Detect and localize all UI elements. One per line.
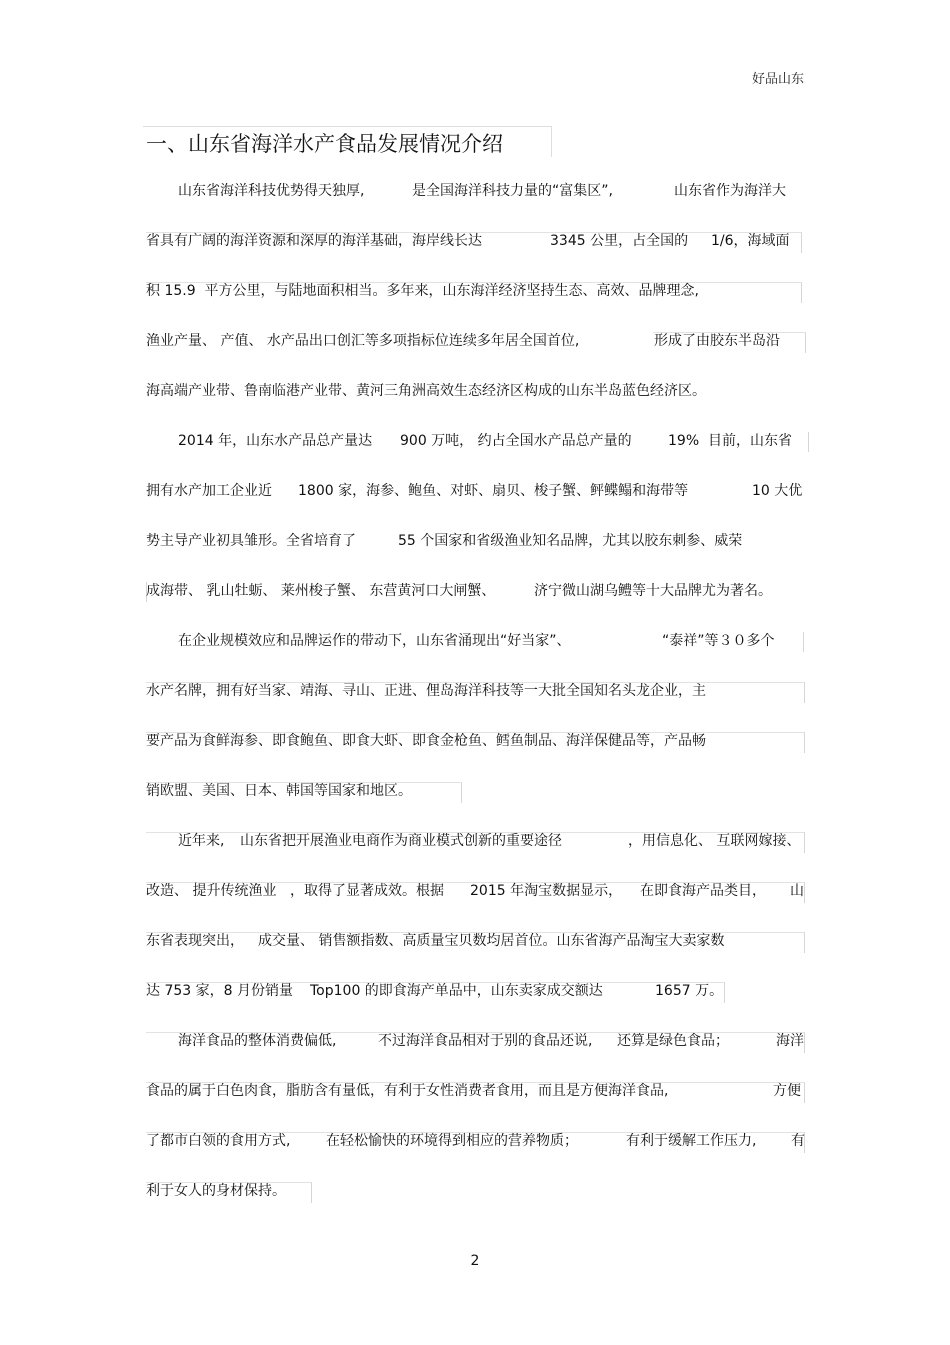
paragraph-3-line [146,679,806,703]
paragraph-4-line [146,929,806,953]
text-segment: 形成了由胶东半岛沿 [654,333,780,349]
text-segment: 了都市白领的食用方式, [146,1133,291,1149]
text-segment: 利于女人的身材保持。 [146,1183,286,1199]
text-segment: 水产名牌，拥有好当家、靖海、寻山、正进、俚岛海洋科技等一大批全国知名头龙企业，主 [146,683,706,699]
text-segment: 海高端产业带、鲁南临港产业带、黄河三角洲高效生态经济区构成的山东半岛蓝色经济区。 [146,383,706,399]
text-segment: 1800 家，海参、鲍鱼、对虾、扇贝、梭子蟹、鲆鲽鳎和海带等 [298,483,689,499]
paragraph-2-line [146,529,806,553]
text-segment: 目前，山东省 [708,433,792,449]
text-segment: 55 个国家和省级渔业知名品牌，尤其以胶东刺参、威荣 [398,533,743,549]
text-segment: 山 [790,883,804,899]
text-segment: 势主导产业初具雏形。全省培育了 [146,533,356,549]
text-segment: 2015 年淘宝数据显示， [470,883,623,899]
text-segment: 成交量、 销售额指数、高质量宝贝数均居首位。山东省海产品淘宝大卖家数 [258,933,725,949]
text-segment: 济宁微山湖乌鳢等十大品牌尤为著名。 [534,583,772,599]
text-segment: 在即食海产品类目， [640,883,766,899]
text-segment: 900 万吨， 约占全国水产品总产量的 [400,433,632,449]
paragraph-4-line [178,829,806,853]
text-segment: 在企业规模效应和品牌运作的带动下，山东省涌现出“好当家”、 [178,633,571,649]
paragraph-2-line [146,479,806,503]
paragraph-1-line [146,329,806,353]
text-segment: 1657 万。 [655,983,724,999]
running-header: 好品山东 [751,72,804,87]
paragraph-3-line [146,779,806,803]
text-segment: 3345 公里，占全国的 [550,233,689,249]
paragraph-4-line [146,979,806,1003]
text-segment: 拥有水产加工企业近 [146,483,272,499]
paragraph-5-line [146,1179,806,1203]
text-segment: 山东省海洋科技优势得天独厚, [178,183,365,199]
text-segment: 成海带、 乳山牡蛎、 莱州梭子蟹、 东营黄河口大闸蟹、 [146,583,496,599]
text-segment: 2014 年，山东水产品总产量达 [178,433,373,449]
text-segment: ，取得了显著成效。根据 [290,883,444,899]
paragraph-3-line [178,629,806,653]
text-segment: 食品的属于白色肉食，脂肪含有量低，有利于女性消费者食用，而且是方便海洋食品, [146,1083,669,1099]
text-segment: 方便 [773,1083,801,1099]
text-segment: “泰祥”等３０多个 [662,633,775,649]
text-segment: 不过海洋食品相对于别的食品还说, [378,1033,593,1049]
text-segment: 要产品为食鲜海参、即食鲍鱼、即食大虾、即食金枪鱼、鳕鱼制品、海洋保健品等，产品畅 [146,733,706,749]
paragraph-5-line [178,1029,806,1053]
text-segment: 10 大优 [752,483,803,499]
text-segment: 省具有广阔的海洋资源和深厚的海洋基础，海岸线长达 [146,233,482,249]
text-segment: 在轻松愉快的环境得到相应的营养物质； [326,1133,578,1149]
text-segment: 还算是绿色食品； [617,1033,729,1049]
text-segment: 有 [791,1133,805,1149]
text-frame-outline [808,432,809,452]
paragraph-3-line [146,729,806,753]
text-segment: 有利于缓解工作压力, [626,1133,757,1149]
text-segment: 改造、 提升传统渔业 [146,883,277,899]
section-title: 一、山东省海洋水产食品发展情况介绍 [146,132,503,156]
text-segment: 销欧盟、美国、日本、韩国等国家和地区。 [146,783,412,799]
paragraph-1-line [178,179,806,203]
paragraph-2-line [146,579,806,603]
paragraph-4-line [146,879,806,903]
text-segment: 是全国海洋科技力量的“富集区”, [412,183,613,199]
text-segment: 近年来, [178,833,225,849]
text-segment: 积 15.9 平方公里，与陆地面积相当。多年来，山东海洋经济坚持生态、高效、品牌理念, [146,283,699,299]
text-segment: 渔业产量、 产值、 水产品出口创汇等多项指标位连续多年居全国首位, [146,333,580,349]
text-segment: 1/6，海域面 [711,233,790,249]
text-segment: ，用信息化、 互联网嫁接、 [628,833,801,849]
page-number: 2 [470,1253,480,1269]
text-segment: 山东省把开展渔业电商作为商业模式创新的重要途径 [240,833,562,849]
text-segment: 东省表现突出， [146,933,244,949]
paragraph-5-line [146,1129,806,1153]
paragraph-1-line [146,279,806,303]
paragraph-5-line [146,1079,806,1103]
paragraph-2-line [178,429,806,453]
text-segment: 山东省作为海洋大 [674,183,786,199]
text-segment: 海洋 [776,1033,804,1049]
text-segment: 19% [668,433,700,449]
paragraph-1-line [146,229,806,253]
text-segment: 达 753 家，8 月份销量 [146,983,293,999]
text-segment: Top100 的即食海产单品中，山东卖家成交额达 [310,983,603,999]
text-segment: 海洋食品的整体消费偏低, [178,1033,337,1049]
paragraph-1-line [146,379,806,403]
